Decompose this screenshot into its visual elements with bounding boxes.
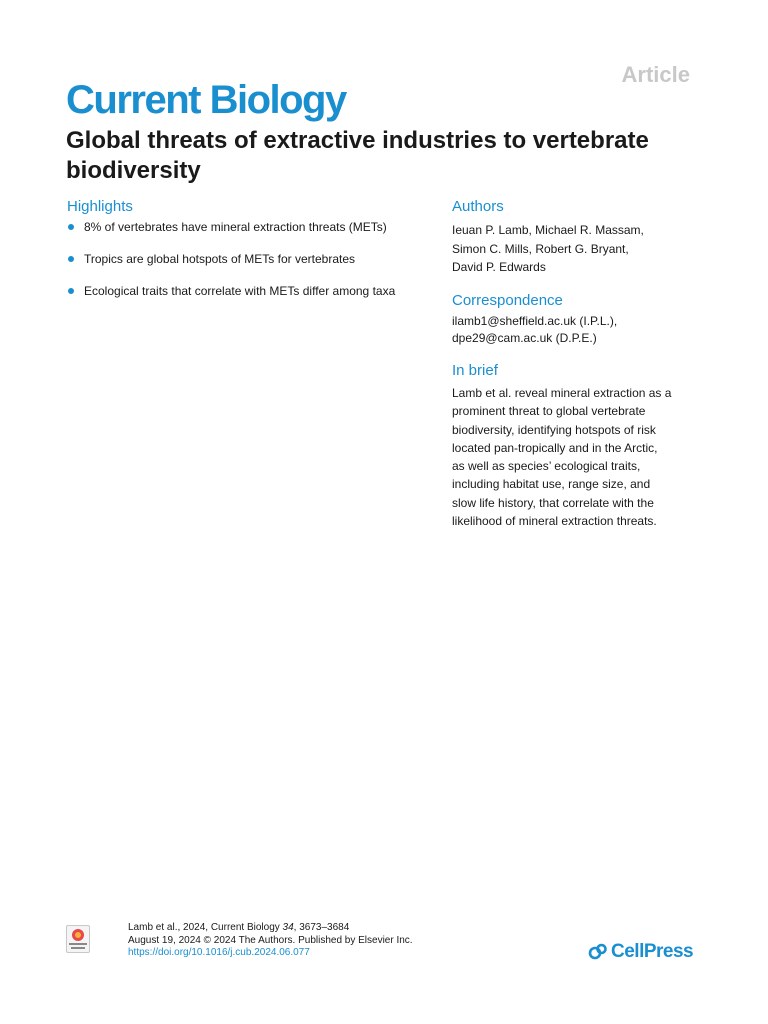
doi-link[interactable]: https://doi.org/10.1016/j.cub.2024.06.077: [128, 947, 310, 958]
in-brief-text: [452, 384, 702, 530]
bullet-icon: [68, 256, 74, 262]
highlights-list: [67, 220, 447, 316]
authors-line: David P. Edwards: [452, 260, 546, 274]
in-brief-line: Lamb et al. reveal mineral extraction as a: [452, 386, 672, 400]
in-brief-line: biodiversity, identifying hotspots of risk: [452, 422, 656, 437]
authors-line: Simon C. Mills, Robert G. Bryant,: [452, 241, 629, 256]
correspondence-email[interactable]: dpe29@cam.ac.uk (D.P.E.): [452, 331, 597, 345]
authors-line: Ieuan P. Lamb, Michael R. Massam,: [452, 223, 644, 237]
cellpress-name: CellPress: [611, 941, 694, 962]
in-brief-line: as well as species’ ecological traits,: [452, 459, 641, 474]
highlight-text: 8% of vertebrates have mineral extraction threats (METs): [84, 220, 387, 234]
in-brief-line: slow life history, that correlate with the: [452, 495, 654, 510]
citation-volume: 34: [282, 922, 294, 933]
citation-line: [128, 922, 413, 935]
in-brief-heading: In brief: [452, 362, 498, 379]
article-type-label: Article: [621, 62, 690, 87]
citation-pages: , 3673–3684: [293, 922, 350, 933]
authors-list: [452, 221, 702, 277]
in-brief-line: likelihood of mineral extraction threats.: [452, 514, 657, 529]
highlights-heading: Highlights: [67, 198, 133, 215]
highlight-text: Tropics are global hotspots of METs for vertebrates: [84, 252, 356, 266]
highlight-item: [67, 284, 447, 299]
citation-footer: [128, 922, 413, 960]
in-brief-line: located pan-tropically and in the Arctic,: [452, 440, 658, 455]
highlight-item: [67, 252, 447, 267]
correspondence-heading: Correspondence: [452, 292, 563, 309]
in-brief-line: prominent threat to global vertebrate: [452, 404, 646, 419]
check-for-updates-icon[interactable]: [66, 925, 90, 953]
bullet-icon: [68, 224, 74, 230]
in-brief-line: including habitat use, range size, and: [452, 477, 651, 492]
correspondence-emails: [452, 313, 702, 347]
journal-name: Current Biology: [66, 78, 346, 122]
correspondence-email[interactable]: ilamb1@sheffield.ac.uk (I.P.L.),: [452, 314, 618, 328]
citation-text: Lamb et al., 2024, Current Biology: [128, 922, 283, 933]
article-title: Global threats of extractive industries to vertebrate biodiversity: [66, 127, 649, 184]
cellpress-logo-icon: [588, 942, 608, 962]
publication-date-line: August 19, 2024 © 2024 The Authors. Published by Elsevier Inc.: [128, 934, 413, 946]
highlight-text: Ecological traits that correlate with METs differ among taxa: [84, 284, 396, 298]
bullet-icon: [68, 288, 74, 294]
highlight-item: [67, 220, 447, 235]
cellpress-logo: [588, 940, 693, 964]
authors-heading: Authors: [452, 198, 504, 215]
